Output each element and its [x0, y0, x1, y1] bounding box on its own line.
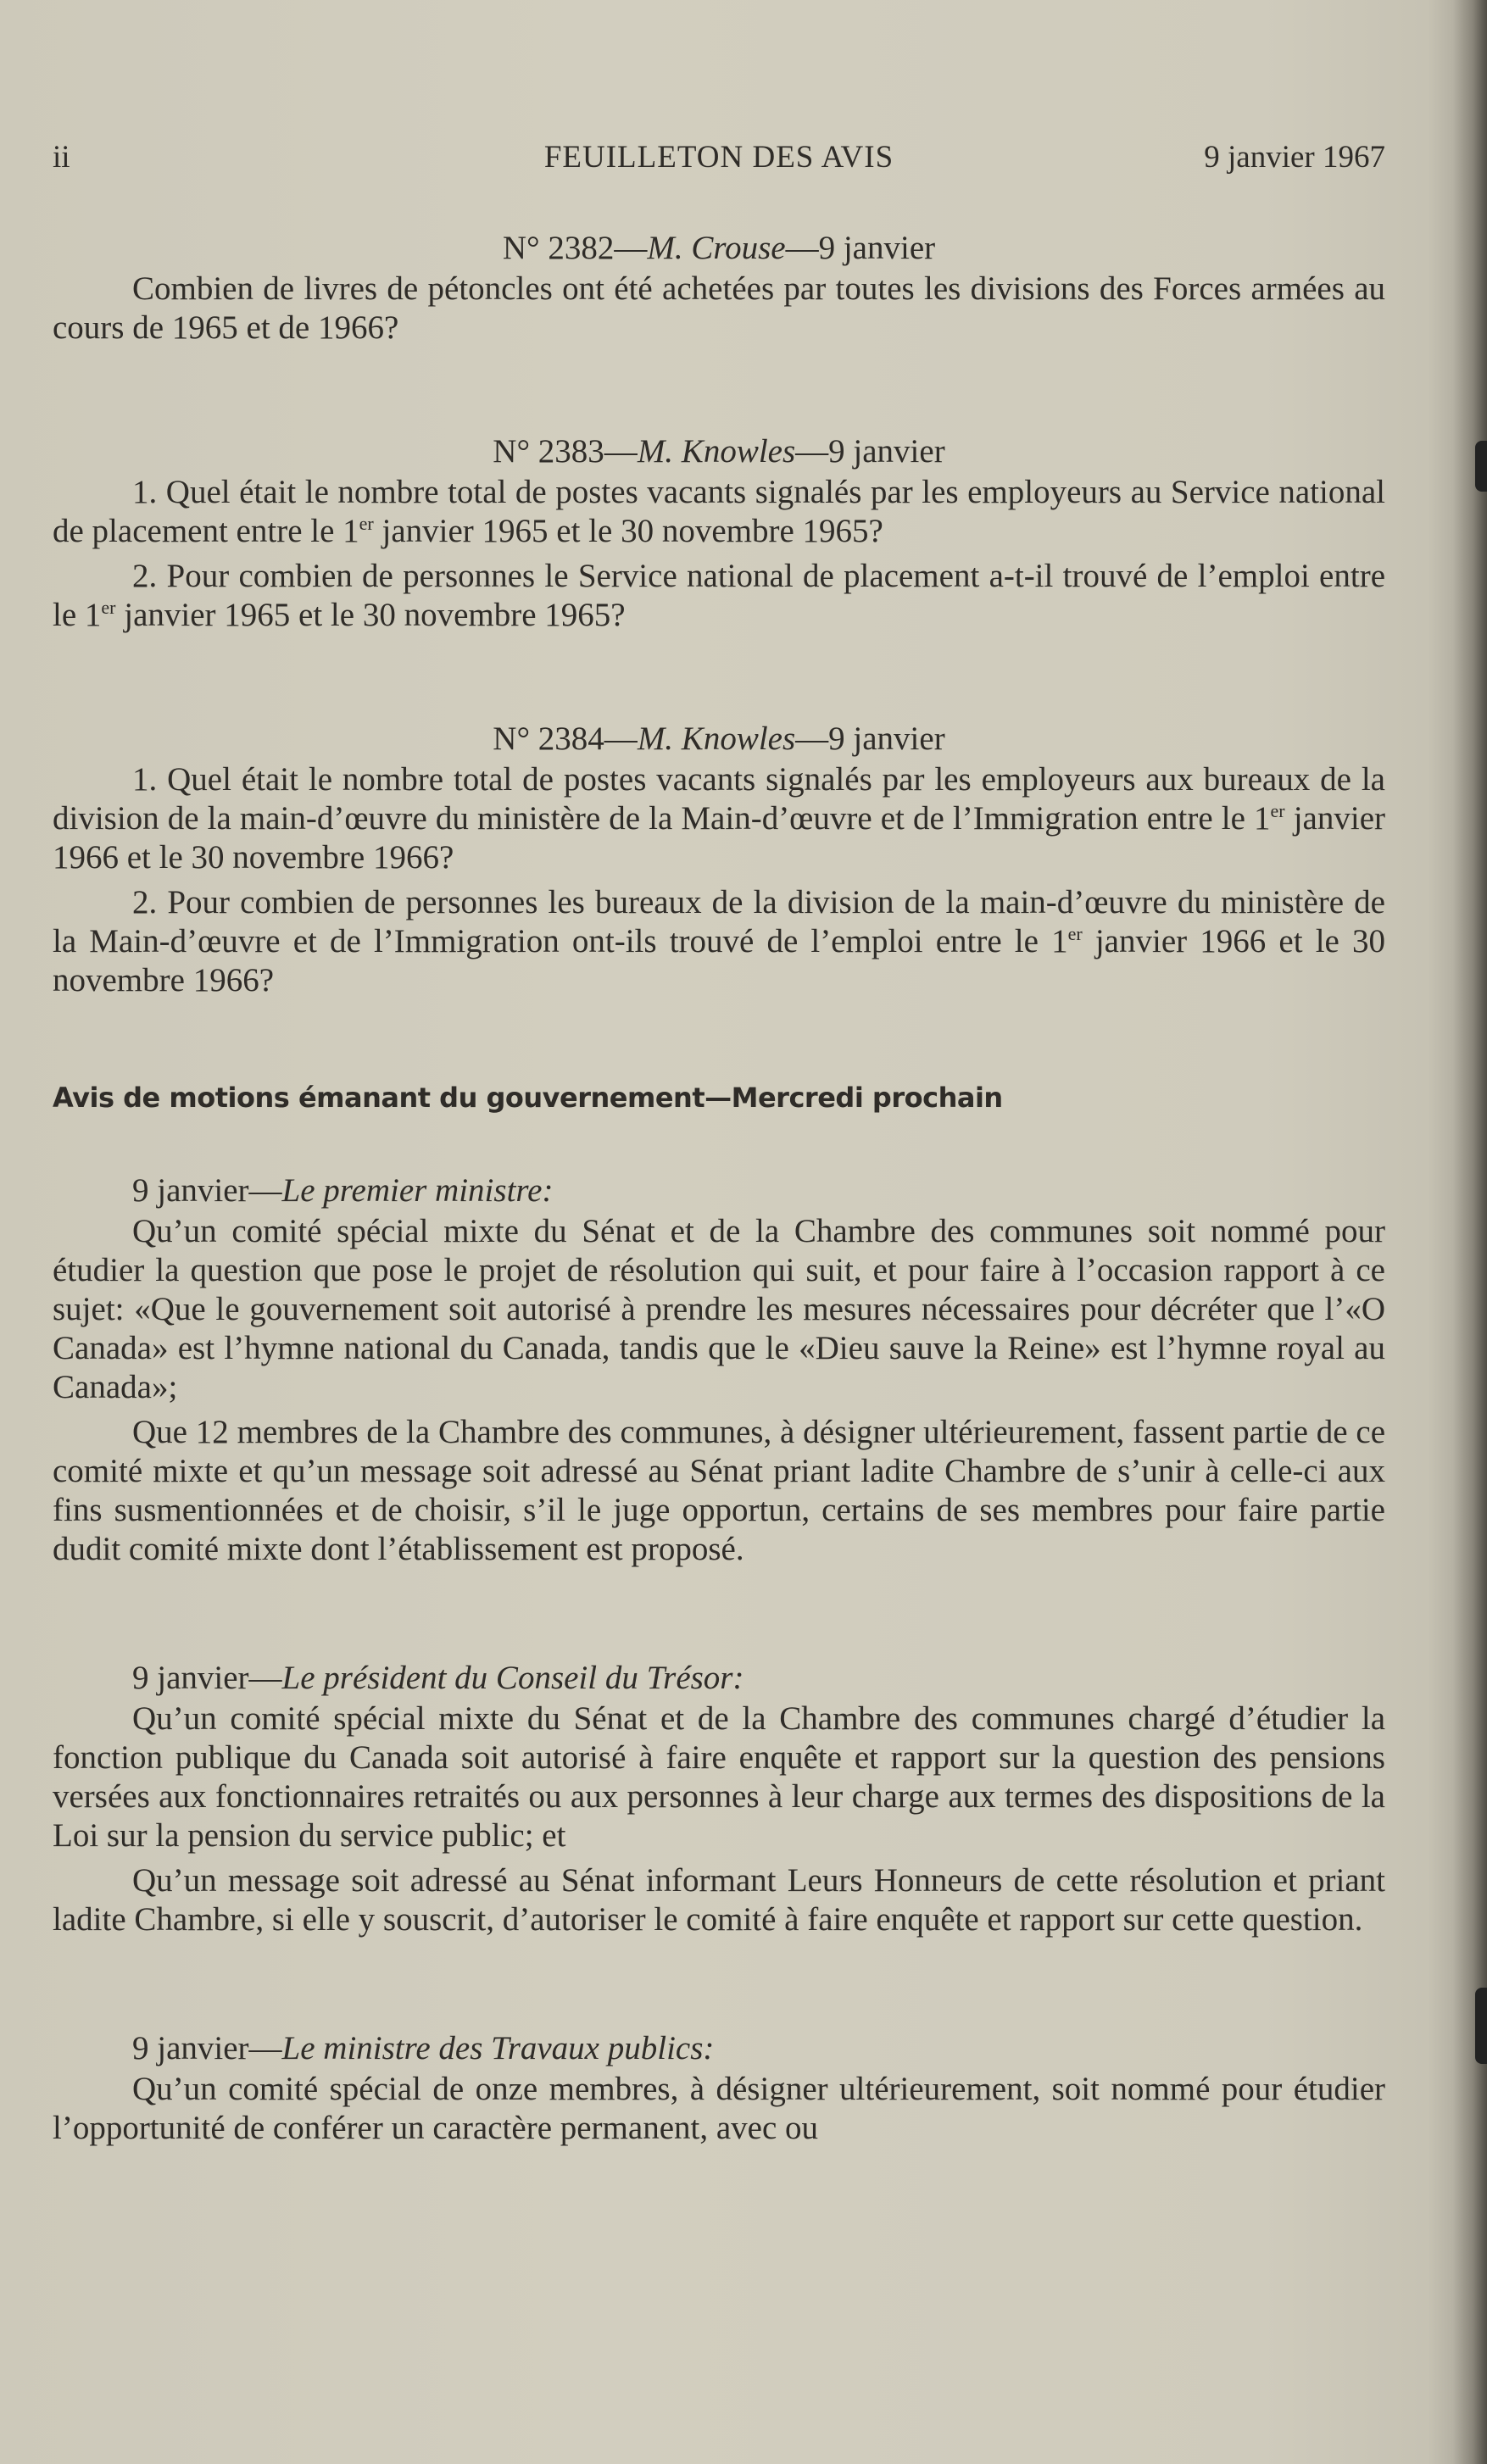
- motion-heading: 9 janvier—Le ministre des Travaux publics:: [132, 2030, 715, 2066]
- section-heading: Avis de motions émanant du gouvernement—Mercredi prochain: [53, 1082, 1003, 1114]
- motion-paragraph: Qu’un message soit adressé au Sénat informant Leurs Honneurs de cette résolution et priant ladite Chambre, si elle y souscrit, d’autoriser le comité à faire enquête et rapport sur cette question.: [53, 1862, 1385, 1938]
- binding-shadow: [1453, 0, 1487, 2464]
- motion-paragraph: Qu’un comité spécial mixte du Sénat et de la Chambre des communes chargé d’étudier la fonction publique du Canada soit autorisé à faire enquête et rapport sur la question des pensions versées aux fonctionnaires retraités ou aux personnes à leur charge aux termes des dispositions de la Loi sur la pension du service public; et: [53, 1700, 1385, 1854]
- motion-sponsor: Le premier ministre:: [281, 1172, 554, 1209]
- motion-paragraph: Que 12 membres de la Chambre des communes, à désigner ultérieurement, fassent partie de ce comité mixte et qu’un message soit adressé au Sénat priant ladite Chambre de s’unir à celle-ci aux fins susmentionnées et de choisir, s’il le juge opportun, certains de ses membres pour faire partie dudit comité mixte dont l’établissement est proposé.: [53, 1414, 1385, 1567]
- motion-travaux-publics: [53, 2029, 1385, 2148]
- member-name: M. Crouse: [647, 230, 786, 266]
- publication-title: FEUILLETON DES AVIS: [543, 140, 894, 175]
- motion-paragraph: Qu’un comité spécial mixte du Sénat et de la Chambre des communes soit nommé pour étudier la question que pose le projet de résolution qui suit, et pour faire à l’occasion rapport à ce sujet: «Que le gouvernement soit autorisé à prendre les mesures nécessaires pour décréter que l’«O Canada» est l’hymne national du Canada, tandis que le «Dieu sauve la Reine» est l’hymne royal au Canada»;: [53, 1213, 1385, 1405]
- binder-clip-mark-top: [1475, 441, 1487, 492]
- question-heading: N° 2383—M. Knowles—9 janvier: [493, 433, 945, 470]
- motion-premier-ministre: [53, 1171, 1385, 1569]
- question-2383: [53, 432, 1385, 635]
- question-part-2: 2. Pour combien de personnes le Service national de placement a-t-il trouvé de l’emploi entre le 1er janvier 1965 et le 30 novembre 1965?: [53, 558, 1385, 633]
- member-name: M. Knowles: [637, 433, 796, 470]
- motion-paragraph: Qu’un comité spécial de onze membres, à désigner ultérieurement, soit nommé pour étudier l’opportunité de conférer un caractère permanent, avec ou: [53, 2071, 1385, 2146]
- issue-date: 9 janvier 1967: [1204, 140, 1385, 175]
- page-folio: ii: [53, 140, 70, 175]
- motion-heading: 9 janvier—Le premier ministre:: [132, 1172, 554, 1209]
- motion-sponsor: Le ministre des Travaux publics:: [281, 2030, 715, 2066]
- page-content: [53, 229, 1385, 2238]
- question-2382: [53, 229, 1385, 348]
- page-header: [53, 139, 1385, 181]
- motion-conseil-tresor: [53, 1659, 1385, 1939]
- motion-sponsor: Le président du Conseil du Trésor:: [281, 1660, 744, 1696]
- member-name: M. Knowles: [637, 720, 796, 757]
- question-part-1: 1. Quel était le nombre total de postes vacants signalés par les employeurs au Service national de placement entre le 1er janvier 1965 et le 30 novembre 1965?: [53, 474, 1385, 549]
- question-text: Combien de livres de pétoncles ont été achetées par toutes les divisions des Forces armées au cours de 1965 et de 1966?: [53, 270, 1385, 346]
- question-part-2: 2. Pour combien de personnes les bureaux de la division de la main-d’œuvre du ministère de la Main-d’œuvre et de l’Immigration ont-ils trouvé de l’emploi entre le 1er janvier 1966 et le 30 novembre 1966?: [53, 884, 1385, 998]
- question-heading: N° 2382—M. Crouse—9 janvier: [502, 230, 936, 266]
- binder-clip-mark-bottom: [1475, 1988, 1487, 2064]
- motion-heading: 9 janvier—Le président du Conseil du Trésor:: [132, 1660, 744, 1696]
- question-part-1: 1. Quel était le nombre total de postes vacants signalés par les employeurs aux bureaux de la division de la main-d’œuvre du ministère de la Main-d’œuvre et de l’Immigration entre le 1er janvier 1966 et le 30 novembre 1966?: [53, 761, 1385, 876]
- question-heading: N° 2384—M. Knowles—9 janvier: [493, 720, 945, 757]
- question-2384: [53, 720, 1385, 1000]
